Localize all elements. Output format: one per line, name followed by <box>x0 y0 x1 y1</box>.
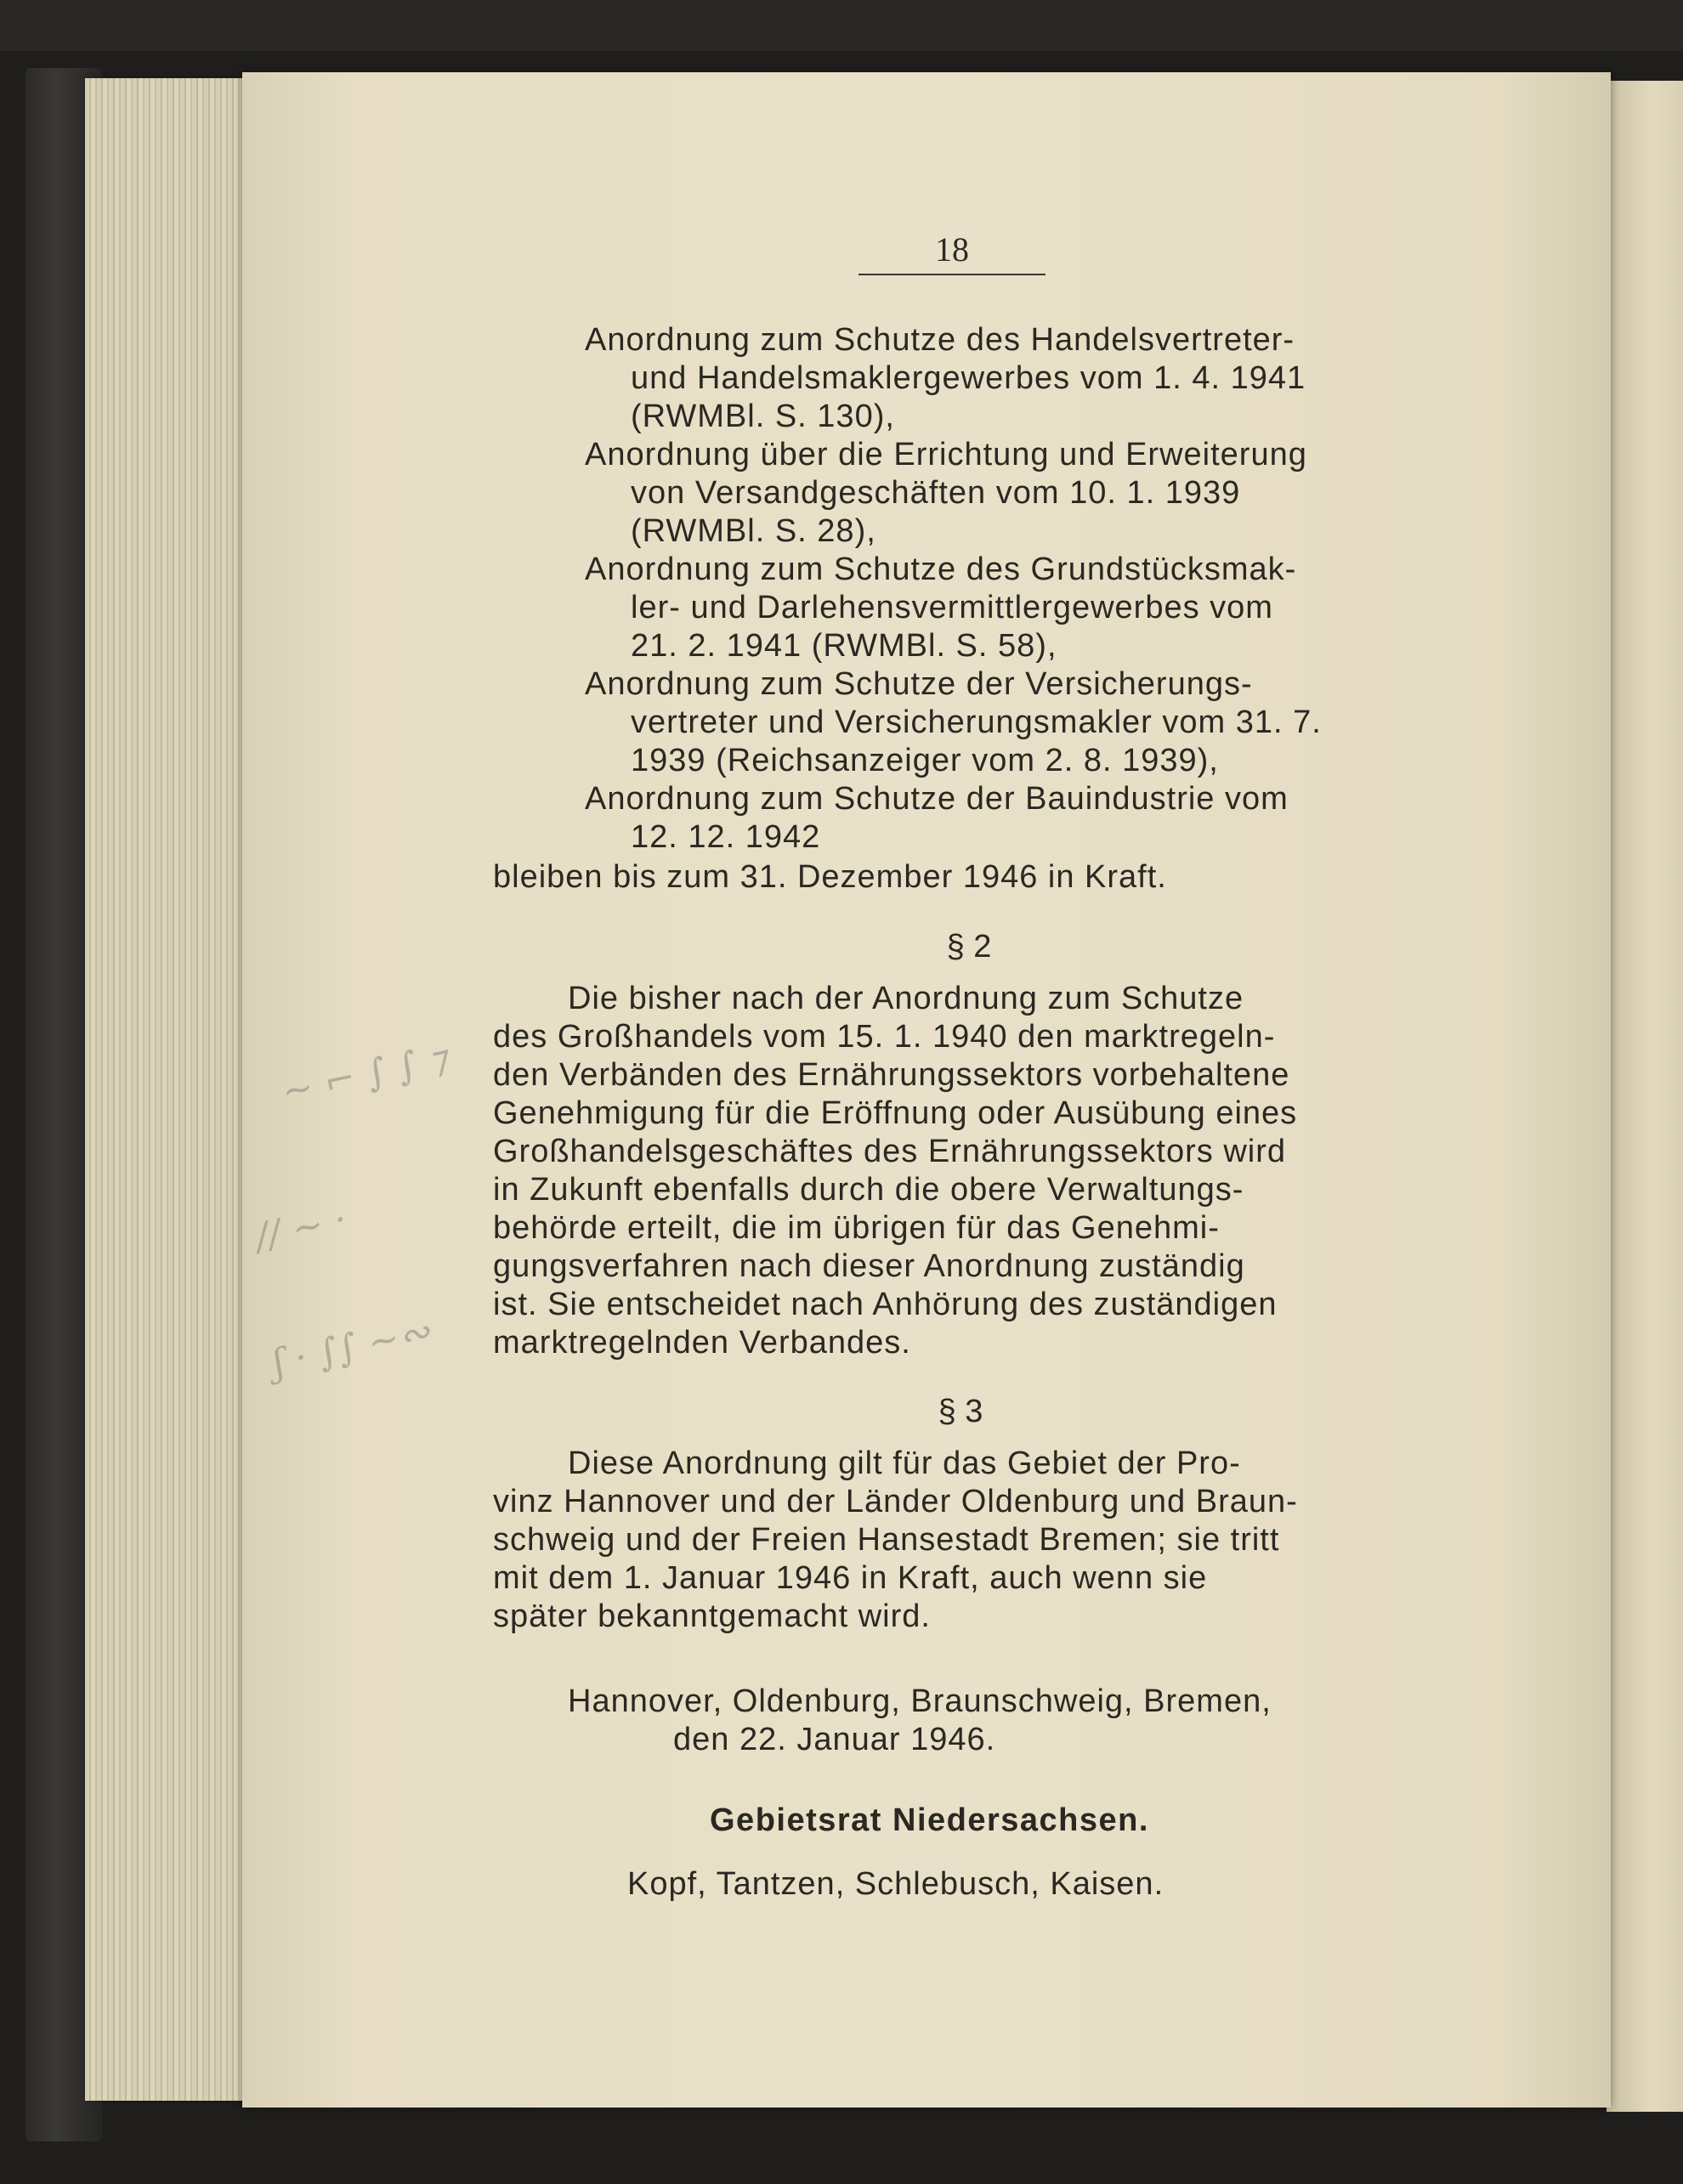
decree-2-line-3: (RWMBl. S. 28), <box>631 513 876 549</box>
section-2-line: Genehmigung für die Eröffnung oder Ausübung eines <box>493 1095 1298 1131</box>
pencil-annotation: ~ ⌐ ∫ ∫ ⁊ <box>277 1037 451 1114</box>
page-number: 18 <box>935 230 969 269</box>
decree-5-line-1: Anordnung zum Schutze der Bauindustrie vom <box>585 781 1289 817</box>
decree-3-line-2: ler- und Darlehensvermittlergewerbes vom <box>631 590 1273 625</box>
decree-1-line-3: (RWMBl. S. 130), <box>631 399 895 434</box>
decree-5-line-2: 12. 12. 1942 <box>631 819 821 855</box>
section-2-line: Die bisher nach der Anordnung zum Schutze <box>568 981 1244 1016</box>
section-3-line: Diese Anordnung gilt für das Gebiet der Pro- <box>568 1446 1241 1481</box>
place-line: Hannover, Oldenburg, Braunschweig, Bremen, <box>568 1683 1272 1719</box>
section-2-line: marktregelnden Verbandes. <box>493 1325 911 1361</box>
decree-2-line-1: Anordnung über die Errichtung und Erweiterung <box>585 437 1307 472</box>
section-3-line: vinz Hannover und der Länder Oldenburg und Braun- <box>493 1484 1298 1519</box>
decree-4-line-1: Anordnung zum Schutze der Versicherungs- <box>585 666 1253 702</box>
section-2-heading: § 2 <box>946 929 992 965</box>
section-3-heading: § 3 <box>938 1394 983 1429</box>
decree-2-line-2: von Versandgeschäften vom 10. 1. 1939 <box>631 475 1241 511</box>
section-3-line: später bekanntgemacht wird. <box>493 1598 931 1634</box>
signatories: Kopf, Tantzen, Schlebusch, Kaisen. <box>627 1866 1164 1902</box>
decree-4-line-3: 1939 (Reichsanzeiger vom 2. 8. 1939), <box>631 743 1219 778</box>
section-2-line: den Verbänden des Ernährungssektors vorbehaltene <box>493 1057 1290 1093</box>
page-edges <box>85 78 255 2101</box>
date-line: den 22. Januar 1946. <box>673 1722 996 1757</box>
authority-name: Gebietsrat Niedersachsen. <box>710 1802 1149 1838</box>
decree-3-line-3: 21. 2. 1941 (RWMBl. S. 58), <box>631 628 1057 664</box>
section-2-line: gungsverfahren nach dieser Anordnung zuständig <box>493 1248 1245 1284</box>
section-2-line: des Großhandels vom 15. 1. 1940 den marktregeln- <box>493 1019 1276 1055</box>
section-2-line: Großhandelsgeschäftes des Ernährungssektors wird <box>493 1134 1287 1169</box>
section-2-line: ist. Sie entscheidet nach Anhörung des zuständigen <box>493 1287 1278 1322</box>
section-3-line: mit dem 1. Januar 1946 in Kraft, auch wenn sie <box>493 1560 1208 1596</box>
facing-page-edge <box>1606 81 1683 2112</box>
decree-3-line-1: Anordnung zum Schutze des Grundstücksmak- <box>585 552 1297 587</box>
decree-1-line-2: und Handelsmaklergewerbes vom 1. 4. 1941 <box>631 360 1306 396</box>
decree-4-line-2: vertreter und Versicherungsmakler vom 31. 7. <box>631 704 1322 740</box>
pencil-annotation: ʃ · ∫∫ ∼∾ <box>269 1310 434 1385</box>
page-number-rule <box>858 274 1046 275</box>
section-2-line: behörde erteilt, die im übrigen für das Genehmi- <box>493 1210 1220 1246</box>
section-3-line: schweig und der Freien Hansestadt Bremen; sie tritt <box>493 1522 1280 1558</box>
section-2-line: in Zukunft ebenfalls durch die obere Verwaltungs- <box>493 1172 1244 1208</box>
closing-line: bleiben bis zum 31. Dezember 1946 in Kraft. <box>493 859 1167 895</box>
pencil-annotation: ∕∕ ∼ · <box>251 1197 351 1259</box>
decree-1-line-1: Anordnung zum Schutze des Handelsvertreter- <box>585 322 1295 358</box>
